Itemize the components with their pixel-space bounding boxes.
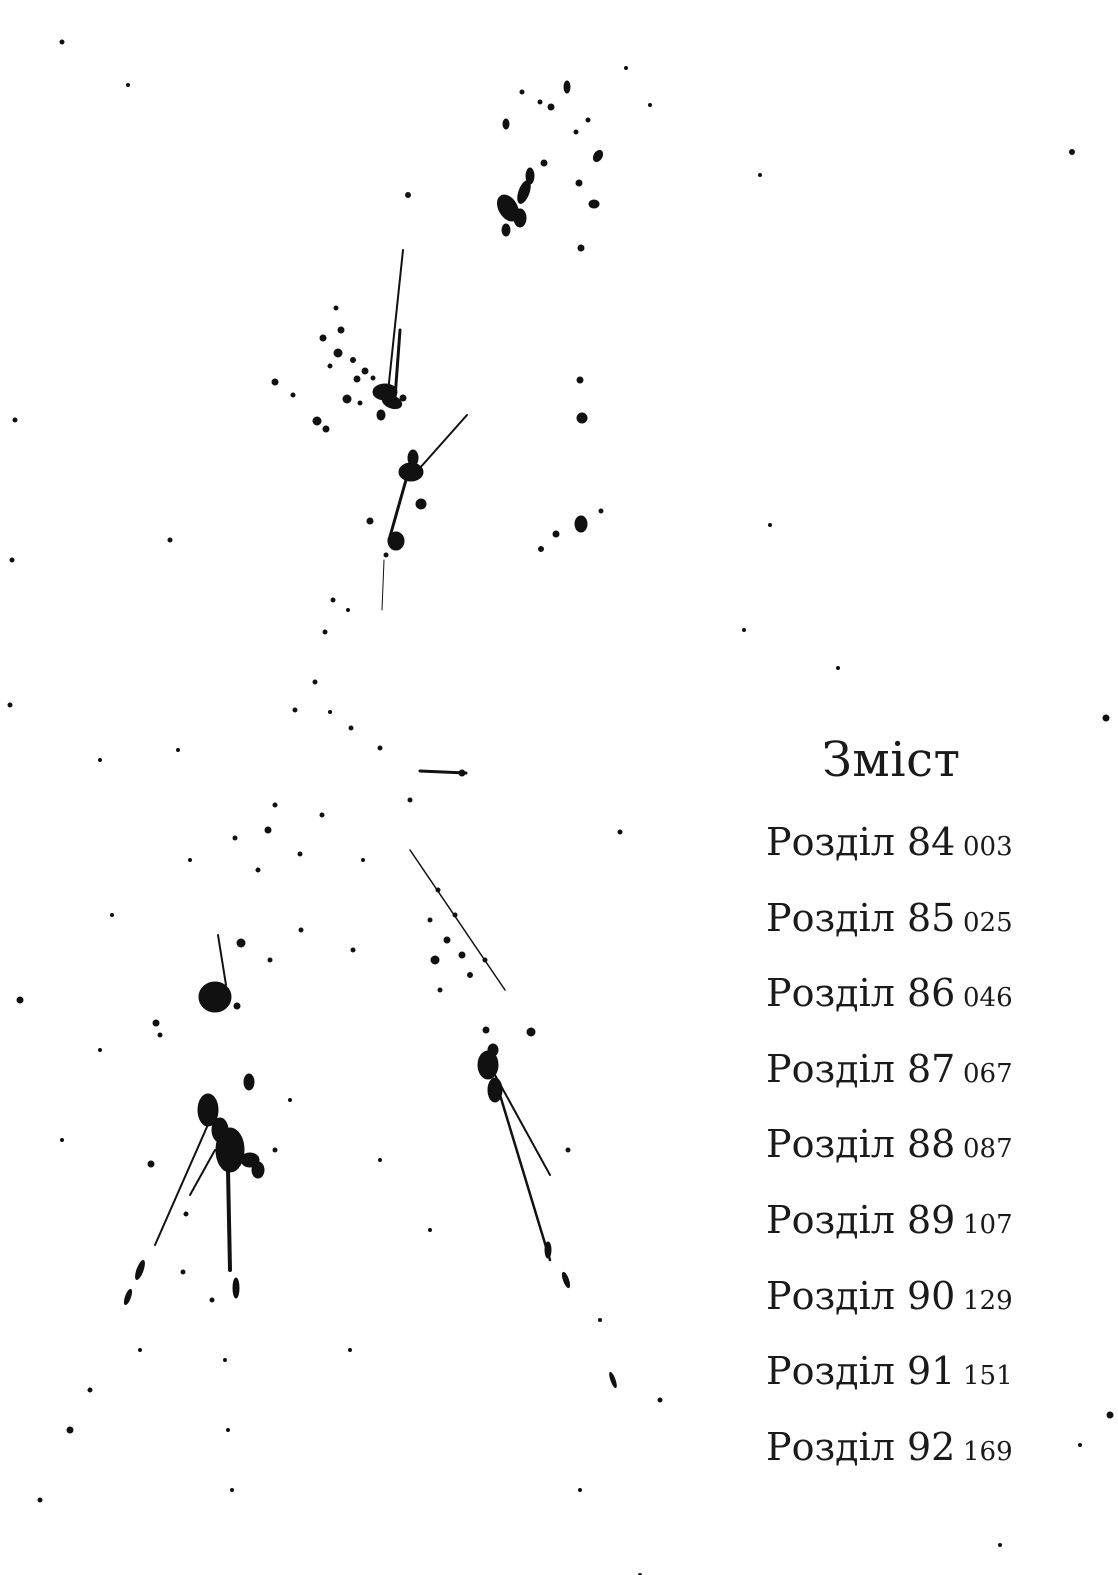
toc-entry[interactable]: [766, 1274, 1013, 1350]
toc-entry[interactable]: [766, 1122, 1013, 1198]
toc-chapter-label: Розділ 91: [766, 1349, 956, 1394]
toc-page-number: 025: [963, 907, 1013, 938]
toc-page-number: 046: [963, 983, 1013, 1014]
toc-entry[interactable]: [766, 896, 1013, 972]
toc-chapter-label: Розділ 88: [766, 1122, 956, 1167]
toc-chapter-label: Розділ 90: [766, 1273, 956, 1318]
toc-chapter-label: Розділ 92: [766, 1424, 956, 1469]
toc-page-number: 087: [963, 1134, 1013, 1165]
toc-page-number: 169: [963, 1436, 1013, 1467]
toc-entry[interactable]: [766, 1198, 1013, 1274]
toc-chapter-label: Розділ 85: [766, 895, 956, 940]
toc-page-number: 003: [963, 832, 1013, 862]
toc-title: Зміст: [822, 732, 961, 788]
toc-chapter-label: Розділ 87: [766, 1046, 956, 1091]
toc-chapter-label: Розділ 86: [766, 971, 956, 1016]
toc-page-number: 151: [963, 1361, 1013, 1392]
toc-entry[interactable]: [766, 1047, 1013, 1123]
toc-page-number: 067: [963, 1058, 1013, 1089]
toc-page-number: 129: [963, 1285, 1013, 1316]
toc-entry[interactable]: [766, 1425, 1013, 1501]
toc-list: [766, 820, 1013, 1500]
toc-entry[interactable]: [766, 1349, 1013, 1425]
toc-entry[interactable]: [766, 820, 1013, 896]
toc-chapter-label: Розділ 89: [766, 1197, 956, 1242]
toc-entry[interactable]: [766, 971, 1013, 1047]
toc-page-number: 107: [963, 1209, 1013, 1240]
toc-chapter-label: Розділ 84: [766, 820, 956, 864]
